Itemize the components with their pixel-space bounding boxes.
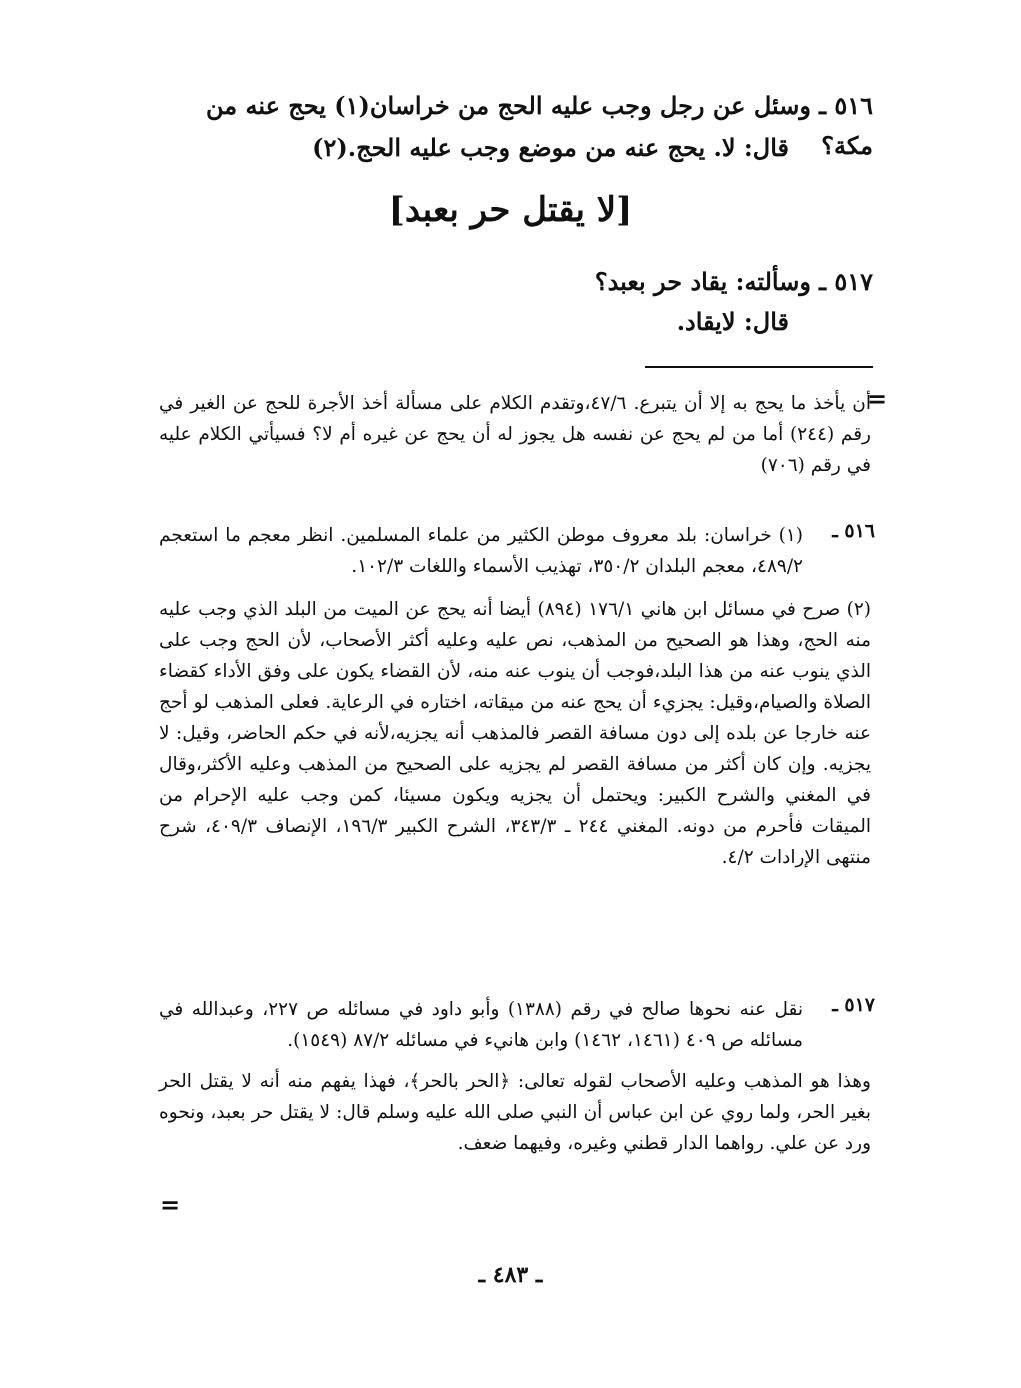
footnote-517-2: وهذا هو المذهب وعليه الأصحاب لقوله تعالى: ﴿الحر بالحر﴾، فهذا يفهم منه أنه لا يقتل الحر بغير الحر، ولما روي عن ابن عباس أن النبي صلى الله عليه وسلم قال: لا يقتل حر بعبد، ونحوه ورد عن علي. رواهما الدار قطني وغيره، وفيهما ضعف. [159,1071,871,1154]
question-number: ٥١٦ ـ [818,91,873,120]
footnote-number-516: ٥١٦ ـ [832,520,875,542]
footnote-continuation: أن يأخذ ما يحج به إلا أن يتبرع. ٤٧/٦،وتقدم الكلام على مسألة أخذ الأجرة للحج عن الغير في رقم (٢٤٤) أما من لم يحج عن نفسه هل يجوز له أن يحج عن غيره أم لا؟ فسيأتي الكلام عليه في رقم (٧٠٦) [159,393,871,476]
question-text: وسألته: يقاد حر بعبد؟ [594,267,811,296]
question-517 [153,262,873,302]
answer-516: قال: لا. يحج عنه من موضع وجب عليه الحج.(٢) [312,133,789,162]
question-text: وسئل عن رجل وجب عليه الحج من خراسان(١) يحج عنه من مكة؟ [206,91,873,160]
footnote-517-1: نقل عنه نحوها صالح في رقم (١٣٨٨) وأبو داود في مسائله ص ٢٢٧، وعبدالله في مسائله ص ٤٠٩ (١٤٦١، ١٤٦٢) وابن هانيء في مسائله ٨٧/٢ (١٥٤٩). [159,999,803,1051]
footnote-separator [645,366,873,368]
question-number: ٥١٧ ـ [818,267,873,296]
page-number: ـ ٤٨٣ ـ [478,1262,543,1288]
answer-517: قال: لايقاد. [676,307,789,336]
footnote-number-517: ٥١٧ ـ [832,994,875,1016]
section-heading: [لا يقتل حر بعبد] [388,190,633,230]
footnote-516-1: (١) خراسان: بلد معروف موطن الكثير من علماء المسلمين. انظر معجم ما استعجم ٤٨٩/٢، معجم البلدان ٣٥٠/٢، تهذيب الأسماء واللغات ١٠٢/٣. [159,525,803,577]
continuation-mark: = [867,384,888,413]
footnote-516-2: (٢) صرح في مسائل ابن هاني ١٧٦/١ (٨٩٤) أيضا أنه يحج عن الميت من البلد الذي وجب عليه منه الحج، وهذا هو الصحيح من المذهب، نص عليه وعليه أكثر الأصحاب، لأن الحج وجب على الذي ينوب عنه من هذا البلد،فوجب أن ينوب عنه منه، لأن القضاء يكون على وفق الأداء كقضاء الصلاة والصيام،وقيل: يجزيء أن يحج عنه من ميقاته، اختاره في الرعاية. فعلى المذهب لو أحج عنه خارجا عن بلده إلى دون مسافة القصر فالمذهب أنه يجزيه،لأنه في حكم الحاضر، وقيل: لا يجزيه. وإن كان أكثر من مسافة القصر لم يجزيه على الصحيح من المذهب وعليه الأكثر،وقال في المغني والشرح الكبير: ويحتمل أن يجزيه ويكون مسيئا، كمن وجب عليه الإحرام من الميقات فأحرم من دونه. المغني ٢٤٤ ـ ٣٤٣/٣، الشرح الكبير ١٩٦/٣، الإنصاف ٤٠٩/٣، شرح منتهى الإرادات ٤/٢. [159,599,871,868]
end-mark: = [160,1190,181,1219]
